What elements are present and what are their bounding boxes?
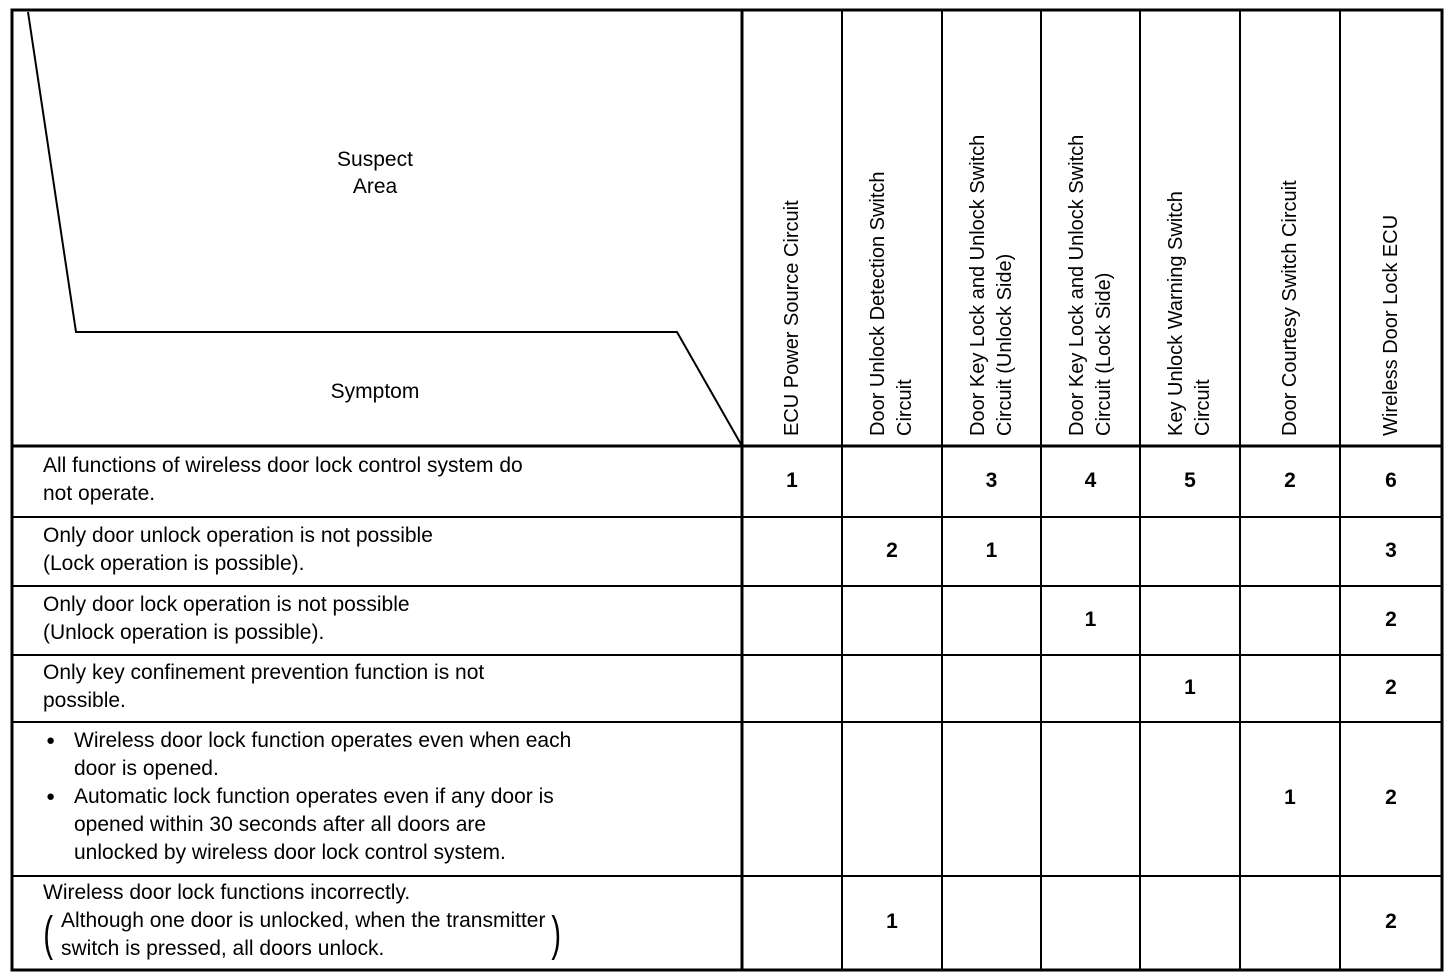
symptom-line: not operate. [43, 481, 156, 505]
symptom-line: Wireless door lock functions incorrectly. [43, 881, 411, 904]
right-paren: ) [551, 908, 562, 961]
symptom-line: door is opened. [74, 757, 219, 780]
priority-value: 1 [786, 468, 798, 492]
priority-value: 5 [1184, 468, 1196, 492]
priority-value: 3 [1385, 538, 1397, 562]
symptom-line: switch is pressed, all doors unlock. [61, 937, 385, 960]
column-header [1064, 135, 1118, 436]
column-header [779, 200, 806, 436]
bullet-text [74, 783, 554, 867]
column-header-line: Door Key Lock and Unlock Switch [1065, 134, 1088, 436]
column-header-line: Circuit (Lock Side) [1092, 272, 1115, 436]
symptom-cell [43, 659, 733, 715]
column-header [865, 171, 919, 436]
bullet-text [74, 727, 571, 783]
symptom-line: unlocked by wireless door lock control system. [74, 841, 506, 864]
symptom-line: Only door unlock operation is not possible [43, 523, 433, 547]
symptom-line: Only key confinement prevention function is not [43, 660, 485, 684]
column-header [1378, 215, 1405, 436]
symptom-cell [46, 727, 736, 867]
symptom-line: opened within 30 seconds after all doors are [74, 813, 487, 836]
bullet-icon: ● [46, 732, 56, 749]
suspect-area-label: Suspect Area [337, 148, 413, 198]
symptom-line: Only door lock operation is not possible [43, 592, 410, 616]
symptom-line: Automatic lock function operates even if any door is [74, 785, 554, 808]
symptom-line: (Lock operation is possible). [43, 551, 305, 575]
bullet-item [46, 727, 736, 783]
left-paren: ( [43, 908, 53, 961]
priority-value: 2 [1385, 607, 1397, 631]
symptom-cell [43, 522, 733, 578]
bullet-item [46, 783, 736, 867]
priority-value: 6 [1385, 468, 1397, 492]
symptom-cell [43, 591, 733, 647]
symptom-line: All functions of wireless door lock control system do [43, 453, 523, 477]
column-header [1163, 191, 1217, 436]
priority-value: 1 [1184, 675, 1196, 699]
column-header-line: ECU Power Source Circuit [780, 200, 803, 436]
priority-value: 2 [1385, 910, 1397, 933]
column-header-line: Wireless Door Lock ECU [1379, 214, 1402, 436]
priority-value: 2 [1284, 468, 1296, 492]
priority-value: 1 [985, 538, 998, 562]
column-header [1277, 180, 1304, 436]
column-header [965, 135, 1019, 436]
priority-value: 3 [985, 468, 998, 492]
bullet-icon: ● [46, 788, 56, 805]
priority-value: 1 [1084, 607, 1097, 631]
symptom-label: Symptom [330, 380, 420, 403]
symptom-cell [43, 879, 733, 963]
priority-value: 2 [1385, 786, 1397, 809]
column-header-line: Circuit (Unlock Side) [993, 253, 1016, 436]
symptom-line: (Unlock operation is possible). [43, 620, 325, 644]
column-header-line: Door Unlock Detection Switch [867, 171, 889, 436]
priority-value: 1 [1284, 786, 1296, 809]
symptom-cell [43, 452, 733, 508]
symptom-parenthetical [39, 907, 733, 963]
priority-value: 2 [886, 538, 898, 562]
column-header-line: Key Unlock Warning Switch [1165, 191, 1187, 436]
symptom-line: Although one door is unlocked, when the transmitter [61, 909, 546, 932]
priority-value: 2 [1385, 675, 1397, 699]
symptom-line: possible. [43, 688, 126, 712]
column-header-line: Door Key Lock and Unlock Switch [966, 134, 989, 436]
parenthetical-text [61, 907, 545, 963]
column-header-line: Circuit [1192, 379, 1214, 436]
symptom-line: Wireless door lock function operates even when each [74, 729, 572, 752]
column-header-line: Circuit [894, 379, 916, 436]
priority-value: 1 [886, 910, 898, 933]
priority-value: 4 [1084, 468, 1097, 492]
column-header-line: Door Courtesy Switch Circuit [1278, 180, 1301, 436]
